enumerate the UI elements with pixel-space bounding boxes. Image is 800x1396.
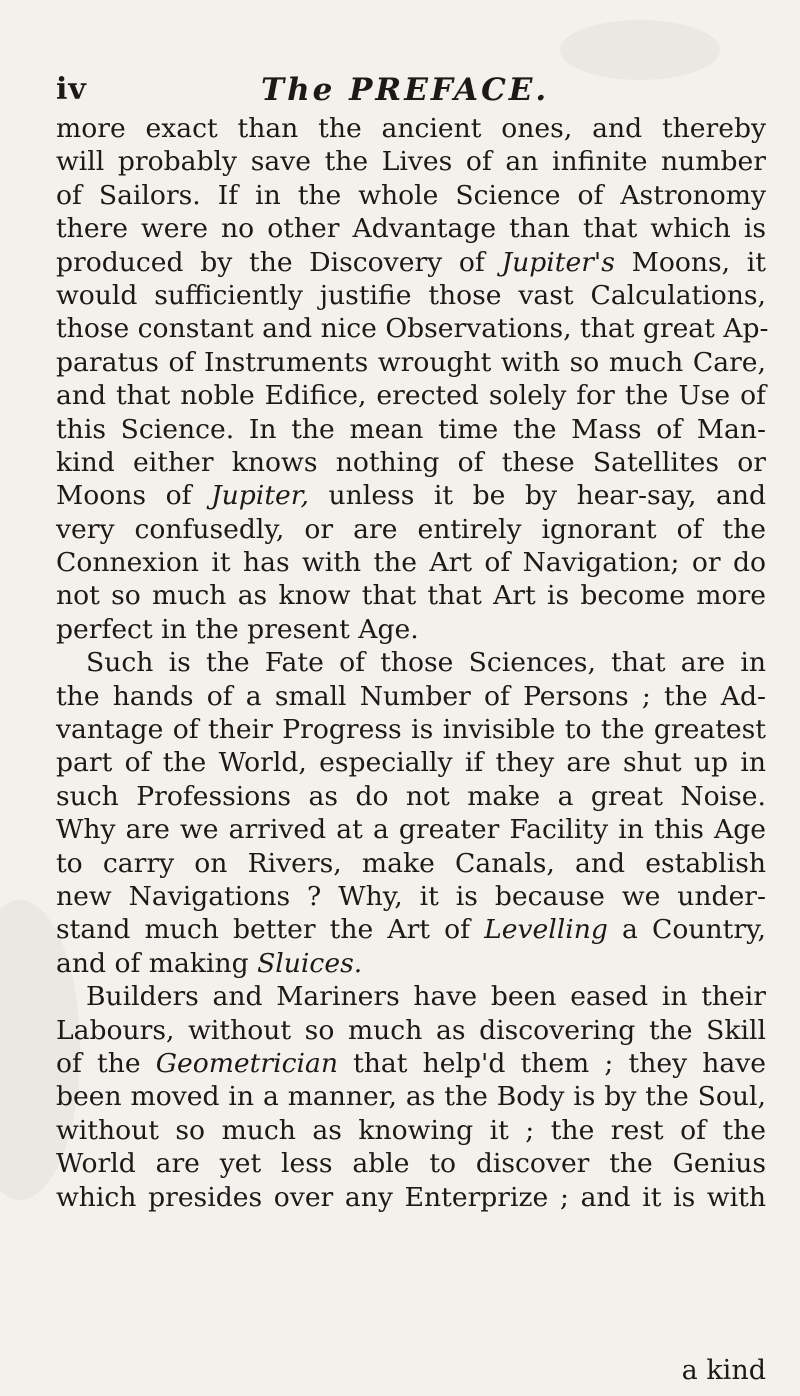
text-line: Connexion it has with the Art of Navigation; or do <box>56 547 766 579</box>
text-line: and of making Sluices. <box>56 947 363 979</box>
text-line: there were no other Advantage than that which is <box>56 213 766 245</box>
text-line: not so much as know that that Art is become more <box>56 580 766 612</box>
page-number: iv <box>56 72 87 107</box>
text-line: this Science. In the mean time the Mass of Man- <box>56 413 766 445</box>
body-text <box>56 112 769 1214</box>
text-line: of Sailors. If in the whole Science of Astronomy <box>56 179 766 211</box>
text-line: World are yet less able to discover the Genius <box>56 1148 766 1180</box>
text-line: new Navigations ? Why, it is because we under- <box>56 880 766 912</box>
text-line: stand much better the Art of Levelling a Country, <box>56 914 766 946</box>
text-line: been moved in a manner, as the Body is by the Soul, <box>56 1081 766 1113</box>
text-line: paratus of Instruments wrought with so much Care, <box>56 346 766 378</box>
text-line: which presides over any Enterprize ; and it is with <box>56 1181 766 1213</box>
catchword: a kind <box>681 1355 766 1386</box>
text-line: Why are we arrived at a greater Facility in this Age <box>56 814 766 846</box>
text-line: such Professions as do not make a great Noise. <box>56 780 766 812</box>
text-line: vantage of their Progress is invisible to the greatest <box>56 714 766 746</box>
text-line: those constant and nice Observations, that great Ap- <box>56 313 769 345</box>
text-line: and that noble Edifice, erected solely for the Use of <box>56 380 766 412</box>
text-line: produced by the Discovery of Jupiter's Moons, it <box>56 246 766 278</box>
text-line: the hands of a small Number of Persons ; the Ad- <box>56 680 766 712</box>
text-line: very confusedly, or are entirely ignorant of the <box>56 513 766 545</box>
text-line: will probably save the Lives of an infinite number <box>56 146 766 178</box>
text-line: more exact than the ancient ones, and thereby <box>56 113 766 144</box>
running-title: The PREFACE. <box>261 72 550 108</box>
text-line: to carry on Rivers, make Canals, and establish <box>56 847 766 879</box>
text-line: Labours, without so much as discovering the Skill <box>56 1014 766 1046</box>
text-line: would sufficiently justifie those vast Calculations, <box>56 279 766 311</box>
text-line: without so much as knowing it ; the rest of the <box>56 1114 766 1146</box>
paper-stain <box>560 20 720 80</box>
text-line: of the Geometrician that help'd them ; they have <box>56 1047 766 1079</box>
text-line: perfect in the present Age. <box>56 613 419 645</box>
text-line: kind either knows nothing of these Satellites or <box>56 446 766 478</box>
text-line: part of the World, especially if they are shut up in <box>56 747 766 779</box>
text-line: Such is the Fate of those Sciences, that are in <box>86 647 766 679</box>
text-line: Builders and Mariners have been eased in their <box>86 981 766 1013</box>
running-head <box>56 72 756 108</box>
text-line: Moons of Jupiter, unless it be by hear-say, and <box>56 480 766 512</box>
